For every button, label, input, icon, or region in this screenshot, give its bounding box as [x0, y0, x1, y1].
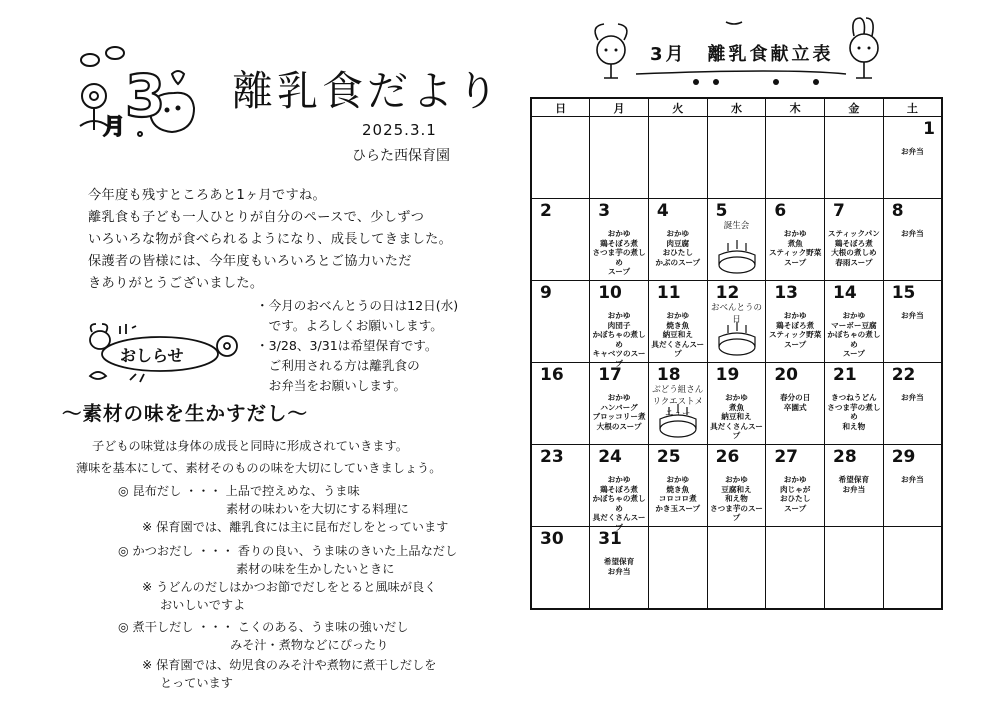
day-number: 25: [656, 447, 681, 467]
issue-date: 2025.3.1: [362, 121, 437, 139]
event-illustration: [714, 237, 760, 277]
notice-line: お弁当をお願いします。: [256, 378, 407, 393]
day-number: 7: [833, 201, 845, 221]
section-title: ～素材の味を生かすだし～: [62, 402, 309, 425]
event-illustration: [655, 401, 701, 441]
day-number: 17: [598, 365, 622, 385]
calendar-day-cell: [825, 445, 884, 527]
calendar-day-cell: [766, 445, 825, 527]
calendar-day-cell: [531, 281, 590, 363]
intro-line: 今年度も残すところあと1ヶ月ですね。: [88, 188, 326, 203]
day-number: 13: [774, 283, 798, 303]
notice-line: です。よろしくお願いします。: [256, 318, 443, 333]
notice-line: ご利用される方は離乳食の: [256, 358, 420, 373]
month-kanji: 月: [103, 115, 126, 138]
intro-line: 離乳食も子ども一人ひとりが自分のペースで、少しずつ: [88, 210, 425, 225]
day-number: 14: [833, 283, 857, 303]
day-menu: お弁当: [900, 229, 924, 238]
day-number: 10: [598, 283, 622, 303]
calendar-day-cell: [648, 445, 707, 527]
day-event-note: ぶどう組さん リクエストメニュー: [652, 385, 704, 419]
calendar-day-cell: [531, 527, 590, 610]
day-number: 11: [656, 283, 681, 303]
day-number: 31: [598, 529, 622, 549]
weekday-header: 日: [531, 98, 590, 117]
weekday-header: 木: [766, 98, 825, 117]
day-menu: おかゆ 煮魚 納豆和え 具だくさんスープ: [710, 393, 763, 441]
body-line: とっています: [160, 676, 233, 690]
weekday-header: 金: [825, 98, 884, 117]
calendar-day-cell: [590, 199, 649, 281]
calendar-day-cell: [531, 363, 590, 445]
weekday-header: 土: [883, 98, 942, 117]
month-illustration: [70, 38, 200, 138]
day-menu: 春分の日 卒園式: [779, 393, 811, 412]
body-line: 素材の味を生かしたいときに: [236, 562, 395, 576]
day-number: 9: [540, 283, 552, 303]
day-menu: おかゆ ハンバーグ ブロッコリー煮 大根のスープ: [592, 393, 646, 431]
day-number: 16: [540, 365, 564, 385]
body-line: みそ汁・煮物などにぴったり: [230, 638, 389, 652]
calendar-day-cell: [883, 445, 942, 527]
calendar-day-cell: [766, 281, 825, 363]
calendar-day-cell: [648, 281, 707, 363]
day-menu: おかゆ 焼き魚 コロコロ煮 かき玉スープ: [655, 475, 701, 513]
body-line: ※ うどんのだしはかつお節でだしをとると風味が良く: [142, 580, 437, 594]
calendar-day-cell: [883, 363, 942, 445]
day-menu: おかゆ 鶏そぼろ煮 かぼちゃの煮しめ 具だくさんスープ: [592, 475, 646, 532]
day-number: 12: [715, 283, 740, 303]
calendar-day-cell: [707, 363, 766, 445]
day-number: 2: [540, 201, 552, 221]
day-number: 5: [715, 201, 728, 221]
menu-calendar: [530, 97, 943, 610]
calendar-day-cell: [883, 117, 942, 199]
intro-line: きありがとうございました。: [88, 276, 264, 291]
calendar-day-cell: [707, 199, 766, 281]
day-menu: おかゆ マーボー豆腐 かぼちゃの煮しめ スープ: [827, 311, 881, 359]
day-menu: スティックパン 鶏そぼろ煮 大根の煮しめ 春雨スープ: [827, 229, 880, 267]
body-line: ※ 保育園では、幼児食のみそ汁や煮物に煮干しだしを: [142, 658, 437, 672]
day-menu: おかゆ 鶏そぼろ煮 さつま芋の煮しめ スープ: [592, 229, 646, 277]
notice-line: ・今月のおべんとうの日は12日(水): [256, 298, 459, 313]
day-number: 23: [540, 447, 564, 467]
day-number: 19: [715, 365, 740, 385]
body-line: おいしいですよ: [160, 598, 246, 612]
calendar-day-cell: [590, 363, 649, 445]
day-event-note: おべんとうの日: [710, 303, 762, 325]
day-menu: 希望保育 お弁当: [603, 557, 635, 576]
calendar-day-cell: [766, 199, 825, 281]
calendar-week-row: [531, 281, 942, 363]
day-menu: おかゆ 肉じゃが おひたし スープ: [779, 475, 811, 513]
day-menu: おかゆ 焼き魚 納豆和え 具だくさんスープ: [651, 311, 705, 359]
calendar-day-cell: [883, 281, 942, 363]
calendar-day-cell: [883, 527, 942, 610]
calendar-day-cell: [648, 117, 707, 199]
calendar-week-row: [531, 117, 942, 199]
day-event-note: 誕生会: [723, 221, 750, 231]
newsletter-title: 離乳食だより: [232, 67, 502, 115]
day-number: 4: [656, 201, 669, 221]
body-line: 子どもの味覚は身体の成長と同時に形成されていきます。: [92, 439, 408, 453]
calendar-day-cell: [590, 527, 649, 610]
calendar-day-cell: [531, 445, 590, 527]
day-menu: おかゆ 豆腐和え 和え物 さつま芋のスープ: [710, 475, 763, 523]
calendar-week-row: [531, 363, 942, 445]
day-number: 30: [540, 529, 564, 549]
day-number: 24: [598, 447, 622, 467]
body-line: 薄味を基本にして、素材そのものの味を大切にしていきましょう。: [76, 461, 442, 475]
day-menu: おかゆ 肉豆腐 おひたし かぶのスープ: [655, 229, 701, 267]
weekday-header: 月: [590, 98, 649, 117]
calendar-day-cell: [648, 527, 707, 610]
month-numeral: 3: [125, 62, 166, 130]
calendar-day-cell: [707, 281, 766, 363]
day-menu: お弁当: [900, 311, 924, 320]
calendar-day-cell: [825, 527, 884, 610]
calendar-week-row: [531, 199, 942, 281]
notice-label: おしらせ: [120, 346, 184, 365]
school-name: ひらた西保育園: [352, 148, 450, 164]
day-number: 15: [891, 283, 916, 303]
calendar-day-cell: [825, 117, 884, 199]
day-number: 22: [891, 365, 916, 385]
calendar-day-cell: [766, 527, 825, 610]
day-menu: おかゆ 肉団子 かぼちゃの煮しめ キャベツのスープ: [592, 311, 646, 368]
calendar-day-cell: [707, 445, 766, 527]
calendar-day-cell: [590, 117, 649, 199]
day-menu: お弁当: [900, 475, 924, 484]
calendar-title: 3月 離乳食献立表: [650, 44, 834, 65]
day-number: 27: [774, 447, 798, 467]
calendar-week-row: [531, 445, 942, 527]
calendar-day-cell: [707, 527, 766, 610]
day-number: 18: [656, 365, 681, 385]
weekday-header-row: [531, 98, 942, 117]
calendar-week-row: [531, 527, 942, 610]
calendar-day-cell: [590, 445, 649, 532]
day-menu: お弁当: [900, 147, 924, 156]
calendar-day-cell: [825, 363, 884, 445]
day-number: 1: [923, 119, 935, 139]
day-menu: お弁当: [900, 393, 924, 402]
day-number: 20: [774, 365, 798, 385]
body-line: 素材の味わいを大切にする料理に: [226, 502, 409, 516]
body-line: ◎ かつおだし ・・・ 香りの良い、うま味のきいた上品なだし: [118, 544, 458, 558]
day-number: 6: [774, 201, 787, 221]
day-number: 29: [891, 447, 916, 467]
day-menu: おかゆ 鶏そぼろ煮 スティック野菜 スープ: [768, 311, 822, 349]
weekday-header: 水: [707, 98, 766, 117]
calendar-day-cell: [883, 199, 942, 281]
calendar-day-cell: [648, 363, 707, 445]
calendar-day-cell: [590, 281, 649, 368]
notice-badge-illustration: [80, 318, 240, 390]
weekday-header: 火: [648, 98, 707, 117]
day-number: 28: [833, 447, 857, 467]
body-line: ◎ 煮干しだし ・・・ こくのある、うま味の強いだし: [118, 620, 409, 634]
day-number: 21: [833, 365, 857, 385]
event-illustration: [714, 319, 760, 359]
day-menu: きつねうどん さつま芋の煮しめ 和え物: [827, 393, 881, 431]
calendar-day-cell: [825, 199, 884, 281]
intro-line: 保護者の皆様には、今年度もいろいろとご協力いただ: [88, 254, 412, 269]
calendar-day-cell: [825, 281, 884, 363]
day-menu: おかゆ 煮魚 スティック野菜 スープ: [768, 229, 822, 267]
notice-line: ・3/28、3/31は希望保育です。: [256, 338, 438, 353]
day-number: 26: [715, 447, 740, 467]
day-number: 8: [891, 201, 904, 221]
body-line: ◎ 昆布だし ・・・ 上品で控えめな、うま味: [118, 484, 360, 498]
day-number: 3: [598, 201, 611, 221]
calendar-day-cell: [531, 117, 590, 199]
calendar-day-cell: [648, 199, 707, 281]
calendar-day-cell: [531, 199, 590, 281]
calendar-day-cell: [766, 117, 825, 199]
body-line: ※ 保育園では、離乳食には主に昆布だしをとっています: [142, 520, 449, 534]
calendar-day-cell: [707, 117, 766, 199]
intro-line: いろいろな物が食べられるようになり、成長してきました。: [88, 232, 453, 247]
calendar-day-cell: [766, 363, 825, 445]
day-menu: 希望保育 お弁当: [838, 475, 870, 494]
